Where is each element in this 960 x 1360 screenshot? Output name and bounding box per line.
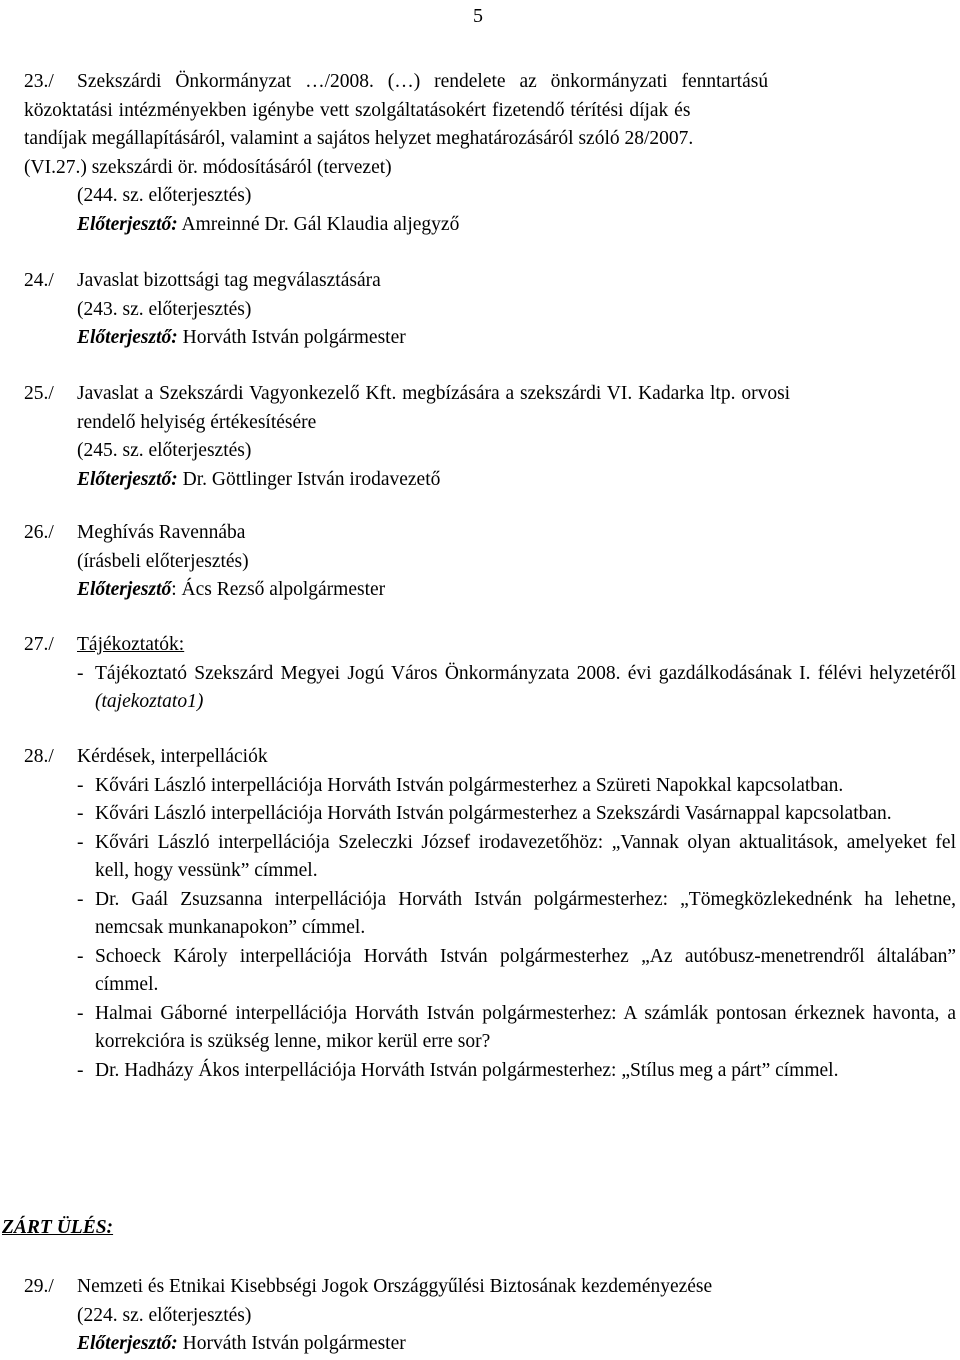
item-title-line: közoktatási intézményekben igénybe vett szolgáltatásokért fizetendő térítési díjak és bbox=[24, 99, 691, 121]
agenda-item-29 bbox=[24, 1273, 956, 1359]
agenda-item-28 bbox=[24, 743, 956, 1085]
interpellation-entry bbox=[77, 886, 956, 943]
dash-marker: - bbox=[77, 803, 84, 824]
item-ref: (243. sz. előterjesztés) bbox=[77, 298, 252, 320]
item-number: 29./ bbox=[24, 1276, 54, 1297]
item-title-line: (VI.27.) szekszárdi ör. módosításáról (tervezet) bbox=[24, 156, 392, 178]
interpellation-text: Kővári László interpellációja Horváth István polgármesterhez a Szüreti Napokkal kapcsolatban. bbox=[95, 774, 844, 796]
interpellation-text: Schoeck Károly interpellációja Horváth István polgármesterhez „Az autóbusz-menetrendről általában” címmel. bbox=[95, 945, 956, 995]
presenter-name: Amreinné Dr. Gál Klaudia aljegyző bbox=[177, 213, 460, 235]
agenda-item-23 bbox=[24, 68, 956, 239]
interpellation-text: Kővári László interpellációja Szeleczki József irodavezetőhöz: „Vannak olyan aktualitások, amelyeket fel kell, hogy vessünk” címmel. bbox=[95, 831, 956, 881]
item-title-line: Szekszárdi Önkormányzat …/2008. (…) rendelete az önkormányzati fenntartású bbox=[77, 71, 769, 92]
item-title-line: Javaslat a Szekszárdi Vagyonkezelő Kft. megbízására a szekszárdi VI. Kadarka ltp. orvosi bbox=[77, 383, 791, 404]
item-ref: (244. sz. előterjesztés) bbox=[77, 185, 252, 206]
item-title: Nemzeti és Etnikai Kisebbségi Jogok Országgyűlési Biztosának kezdeményezése bbox=[77, 1276, 713, 1297]
interpellation-entry bbox=[77, 800, 956, 829]
dash-marker: - bbox=[77, 1002, 84, 1024]
item-number: 27./ bbox=[24, 634, 54, 655]
item-number: 28./ bbox=[24, 746, 54, 767]
interpellation-text: Dr. Hadházy Ákos interpellációja Horváth István polgármesterhez: „Stílus meg a párt” címmel. bbox=[95, 1059, 839, 1081]
item-presenter bbox=[77, 576, 956, 605]
report-entry bbox=[24, 660, 956, 717]
report-list bbox=[77, 660, 956, 717]
interpellation-entry bbox=[77, 1057, 956, 1086]
presenter-name: : Ács Rezső alpolgármester bbox=[171, 579, 386, 600]
item-title: Javaslat bizottsági tag megválasztására bbox=[77, 270, 381, 291]
presenter-name: Horváth István polgármester bbox=[177, 1333, 406, 1354]
presenter-label: Előterjesztő: bbox=[77, 1333, 178, 1354]
item-number: 25./ bbox=[24, 383, 54, 404]
item-title: Meghívás Ravennába bbox=[77, 522, 246, 543]
item-ref: (írásbeli előterjesztés) bbox=[77, 550, 249, 572]
dash-marker: - bbox=[77, 662, 84, 684]
interpellation-entry bbox=[77, 772, 956, 801]
item-ref: (245. sz. előterjesztés) bbox=[77, 440, 252, 461]
presenter-name: Dr. Göttlinger István irodavezető bbox=[177, 468, 441, 490]
interpellation-entry bbox=[77, 1000, 956, 1057]
page-number: 5 bbox=[473, 5, 483, 27]
agenda-item-25 bbox=[24, 380, 956, 494]
item-presenter bbox=[77, 211, 956, 240]
item-title: Kérdések, interpellációk bbox=[77, 746, 268, 767]
item-ref: (224. sz. előterjesztés) bbox=[77, 1304, 252, 1326]
presenter-label: Előterjesztő bbox=[77, 579, 172, 600]
interpellation-text: Halmai Gáborné interpellációja Horváth István polgármesterhez: A számlák pontosan érkeznek havonta, a korrekcióra is szükség lenne, mikor kerül erre sor? bbox=[95, 1002, 956, 1052]
closed-session-heading: ZÁRT ÜLÉS: bbox=[2, 1217, 114, 1238]
report-ref: (tajekoztato1) bbox=[95, 691, 204, 712]
presenter-label: Előterjesztő: bbox=[77, 468, 178, 490]
report-text: Tájékoztató Szekszárd Megyei Jogú Város Önkormányzata 2008. évi gazdálkodásának I. félévi helyzetéről bbox=[95, 662, 956, 684]
dash-marker: - bbox=[77, 945, 84, 967]
presenter-label: Előterjesztő: bbox=[77, 327, 178, 348]
presenter-label: Előterjesztő: bbox=[77, 213, 178, 235]
item-presenter bbox=[77, 466, 956, 495]
interpellation-entry bbox=[77, 829, 956, 886]
item-presenter bbox=[77, 1330, 956, 1359]
item-number: 24./ bbox=[24, 270, 54, 291]
interpellation-text: Dr. Gaál Zsuzsanna interpellációja Horváth István polgármesterhez: „Tömegközlekednénk ha lehetne, nemcsak munkanapokon” címmel. bbox=[95, 888, 956, 938]
item-number: 23./ bbox=[24, 71, 54, 92]
interpellation-text: Kővári László interpellációja Horváth István polgármesterhez a Szekszárdi Vasárnappal kapcsolatban. bbox=[95, 803, 892, 824]
interpellation-list bbox=[77, 772, 956, 1086]
presenter-name: Horváth István polgármester bbox=[177, 327, 406, 348]
dash-marker: - bbox=[77, 831, 84, 853]
agenda-item-27 bbox=[24, 631, 956, 717]
dash-marker: - bbox=[77, 774, 84, 796]
interpellation-entry bbox=[77, 943, 956, 1000]
item-number: 26./ bbox=[24, 522, 54, 543]
item-presenter bbox=[77, 324, 956, 353]
item-title: Tájékoztatók: bbox=[77, 634, 185, 655]
agenda-item-24 bbox=[24, 267, 956, 353]
item-title-line: rendelő helyiség értékesítésére bbox=[77, 411, 317, 433]
item-title-line: tandíjak megállapításáról, valamint a sajátos helyzet meghatározásáról szóló 28/2007. bbox=[24, 128, 694, 149]
dash-marker: - bbox=[77, 888, 84, 910]
dash-marker: - bbox=[77, 1059, 84, 1081]
agenda-item-26 bbox=[24, 519, 956, 605]
